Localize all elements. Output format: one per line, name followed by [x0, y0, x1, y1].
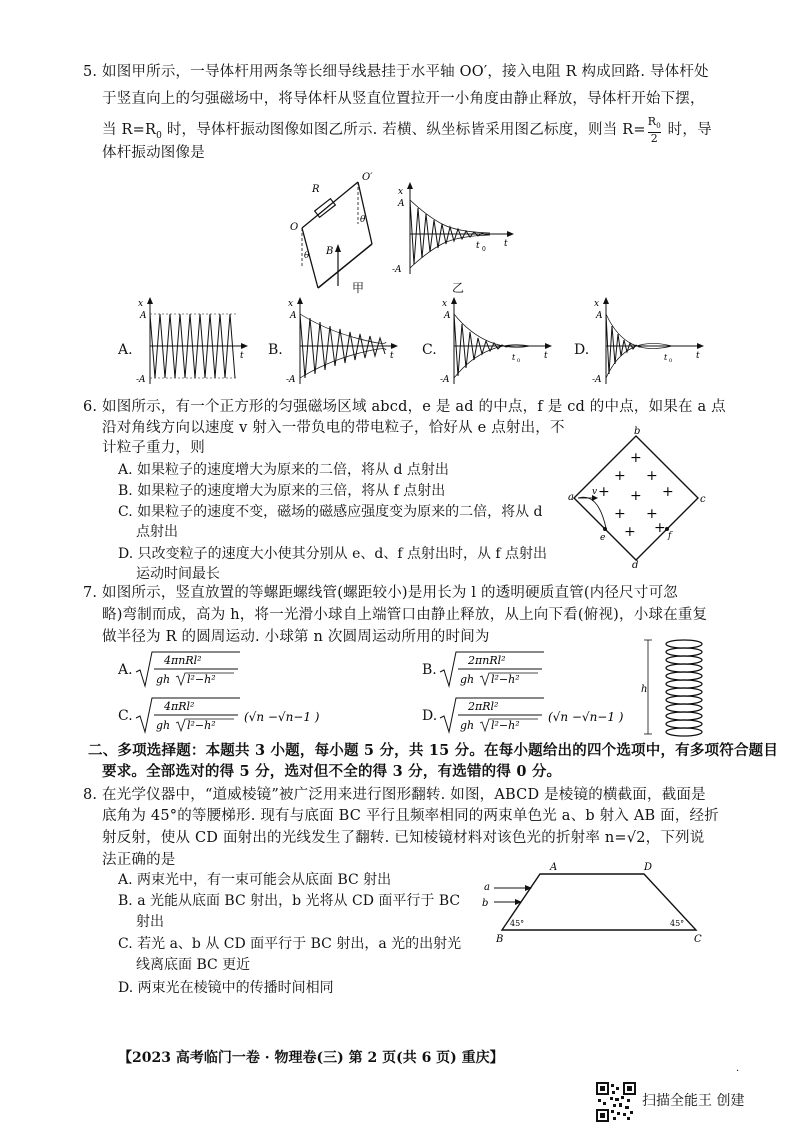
svg-text:l²−h²: l²−h² — [491, 719, 520, 732]
svg-text:A: A — [444, 311, 451, 321]
svg-text:t: t — [504, 239, 508, 249]
q7-line-1: 7. 如图所示，竖直放置的等螺距螺线管(螺距较小)是用长为 l 的透明硬质直管(内径尺寸可忽 — [83, 585, 678, 601]
q7-line-3: 做半径为 R 的圆周运动. 小球第 n 次圆周运动所用的时间为 — [102, 629, 490, 645]
svg-text:x: x — [594, 299, 600, 309]
svg-text:+: + — [630, 450, 642, 466]
q5-option-b-graph — [286, 296, 398, 388]
svg-text:gh: gh — [156, 719, 171, 732]
svg-text:+: + — [598, 484, 610, 500]
svg-text:e: e — [600, 533, 606, 543]
q5-option-a-graph — [136, 296, 248, 388]
figure-jia-pendulum — [280, 168, 392, 296]
q5-line-1: 5. 如图甲所示，一导体杆用两条等长细导线悬挂于水平轴 OO′，接入电阻 R 构成回路. 导体杆处 — [83, 64, 709, 80]
q8-option-d: D. 两束光在棱镜中的传播时间相同 — [118, 980, 334, 996]
svg-text:d: d — [632, 560, 639, 571]
q5-line-2: 于竖直向上的匀强磁场中，将导体杆从竖直位置拉开一小角度由静止释放，导体杆开始下摆， — [102, 91, 705, 107]
q8-line-3 — [102, 828, 704, 848]
q5-option-b-label: B. — [268, 342, 283, 358]
svg-text:+: + — [646, 468, 658, 484]
svg-text:+: + — [654, 520, 666, 536]
q8-dove-prism-figure — [478, 860, 704, 946]
svg-text:t: t — [390, 351, 394, 361]
page-footer: 【2023 高考临门一卷 · 物理卷(三) 第 2 页(共 6 页) 重庆】 — [118, 1050, 504, 1066]
q5-line-3: 当 $R=R_0$ 时，导体杆振动图像如图乙所示. 若横、纵坐标皆采用图乙标度，则当 R= $\frac{R_0}{2}$ 时，导 — [102, 115, 712, 146]
svg-text:t: t — [696, 351, 700, 361]
q7-option-c-formula — [134, 696, 324, 736]
svg-text:a: a — [484, 882, 490, 893]
figure-yi-graph — [392, 178, 516, 278]
svg-text:0: 0 — [482, 246, 486, 253]
svg-text:t: t — [664, 353, 668, 362]
q6-option-c-1: C. 如果粒子的速度不变，磁场的磁感应强度变为原来的二倍，将从 d — [118, 504, 543, 520]
q6-option-d-1: D. 只改变粒子的速度大小使其分别从 e、d、f 点射出时，从 f 点射出 — [118, 546, 548, 562]
svg-text:45°: 45° — [510, 919, 525, 928]
scanner-watermark: 扫描全能王 创建 — [642, 1093, 745, 1109]
label-O: O — [290, 222, 299, 233]
q5-option-d-label: D. — [574, 342, 590, 358]
svg-text:+: + — [630, 488, 642, 504]
label-theta-left: θ — [304, 251, 310, 261]
q7-helix-figure — [640, 636, 706, 738]
q7-option-b-formula — [438, 650, 548, 690]
svg-text:gh: gh — [460, 719, 475, 732]
decorative-dot: · — [736, 1066, 740, 1077]
svg-text:+: + — [624, 524, 636, 540]
svg-text:-A: -A — [136, 375, 146, 385]
q8-option-c-2: 线离底面 BC 更近 — [136, 957, 251, 973]
q5-line-3b: 时，导体杆振动图像如图乙所示. 若横、纵坐标皆采用图乙标度，则当 R= — [162, 122, 646, 139]
svg-text:0: 0 — [669, 358, 673, 364]
svg-text:B: B — [496, 934, 504, 945]
q8-line-3-sqrt: √2 — [626, 830, 646, 846]
q7-option-a-formula — [134, 650, 244, 690]
q6-line-2: 沿对角线方向以速度 v 射入一带负电的带电粒子，恰好从 e 点射出，不 — [102, 420, 565, 436]
qr-code-icon — [596, 1082, 636, 1122]
svg-text:-A: -A — [592, 375, 602, 385]
svg-text:(√n −√n−1 ): (√n −√n−1 ) — [244, 710, 320, 724]
q6-option-b: B. 如果粒子的速度增大为原来的三倍，将从 f 点射出 — [118, 483, 446, 499]
q6-option-d-2: 运动时间最长 — [136, 566, 220, 582]
svg-text:A: A — [140, 311, 147, 321]
q5-option-c-graph — [440, 296, 552, 388]
q7-option-c-label: C. — [118, 708, 133, 724]
q8-line-3c: ，下列说 — [645, 830, 705, 846]
label-theta-right: θ — [360, 215, 366, 225]
svg-text:t: t — [476, 241, 480, 251]
svg-text:(√n −√n−1 ): (√n −√n−1 ) — [548, 710, 624, 724]
svg-text:h: h — [641, 684, 648, 695]
svg-text:gh: gh — [156, 673, 171, 686]
q8-line-1: 8. 在光学仪器中，“道威棱镜”被广泛用来进行图形翻转. 如图，ABCD 是棱镜的横截面，截面是 — [83, 787, 706, 803]
svg-text:x: x — [138, 299, 144, 309]
svg-text:c: c — [700, 494, 706, 505]
svg-text:t: t — [544, 351, 548, 361]
svg-text:l²−h²: l²−h² — [187, 673, 216, 686]
q8-line-4: 法正确的是 — [102, 852, 176, 868]
svg-text:45°: 45° — [670, 919, 685, 928]
svg-text:t: t — [240, 351, 244, 361]
q6-square-magnetic-field — [570, 424, 712, 570]
svg-text:2πRl²: 2πRl² — [468, 700, 499, 713]
svg-text:x: x — [442, 299, 448, 309]
svg-text:0: 0 — [517, 358, 521, 364]
svg-text:x: x — [288, 299, 294, 309]
q5-option-d-graph — [592, 296, 704, 388]
svg-text:A: A — [550, 862, 558, 873]
svg-text:gh: gh — [460, 673, 475, 686]
q8-option-b-2: 射出 — [136, 914, 164, 930]
svg-text:t: t — [512, 353, 516, 362]
q5-option-c-label: C. — [422, 342, 437, 358]
svg-text:D: D — [644, 862, 653, 873]
svg-text:-A: -A — [286, 375, 296, 385]
svg-text:-A: -A — [392, 265, 402, 275]
svg-text:l²−h²: l²−h² — [491, 673, 520, 686]
svg-text:x: x — [398, 187, 404, 197]
q5-line-3a: 当 R=R — [102, 122, 157, 139]
svg-text:+: + — [614, 468, 626, 484]
svg-text:4πRl²: 4πRl² — [164, 700, 195, 713]
q7-line-2: 略)弯制而成，高为 h，将一光滑小球自上端管口由静止释放，从上向下看(俯视)，小球在重复 — [102, 607, 708, 623]
label-R: R — [312, 184, 320, 195]
svg-text:a: a — [568, 492, 574, 503]
svg-text:b: b — [482, 898, 489, 909]
q7-option-d-label: D. — [422, 708, 438, 724]
label-B: B — [326, 246, 334, 257]
svg-text:A: A — [290, 311, 297, 321]
svg-text:+: + — [646, 506, 658, 522]
svg-text:-A: -A — [440, 375, 450, 385]
svg-text:2πnRl²: 2πnRl² — [468, 654, 506, 667]
label-O-prime: O′ — [362, 172, 373, 183]
q7-option-a-label: A. — [118, 662, 133, 678]
section-2-heading-2: 要求。全部选对的得 5 分，选对但不全的得 3 分，有选错的得 0 分。 — [102, 763, 562, 780]
q8-line-3a: 射反射，使从 CD 面射出的光线发生了翻转. 已知棱镜材料对该色光的折射率 n= — [102, 830, 627, 846]
q6-line-1: 6. 如图所示，有一个正方形的匀强磁场区域 abcd，e 是 ad 的中点，f 是 cd 的中点，如果在 a 点 — [83, 399, 726, 415]
svg-text:A: A — [596, 311, 603, 321]
figure-yi-label: 乙 — [452, 281, 465, 295]
section-2-heading-1: 二、多项选择题：本题共 3 小题，每小题 5 分，共 15 分。在每小题给出的四个选项中，有多项符合题目 — [88, 742, 779, 759]
svg-text:+: + — [662, 484, 674, 500]
svg-text:l²−h²: l²−h² — [187, 719, 216, 732]
svg-text:4πnRl²: 4πnRl² — [164, 654, 202, 667]
svg-text:f: f — [668, 531, 672, 541]
svg-text:+: + — [614, 506, 626, 522]
q6-option-a: A. 如果粒子的速度增大为原来的二倍，将从 d 点射出 — [118, 462, 449, 478]
q6-option-c-2: 点射出 — [136, 524, 178, 540]
q7-option-b-label: B. — [422, 662, 437, 678]
q6-line-3: 计粒子重力，则 — [102, 440, 205, 456]
q8-option-a: A. 两束光中，有一束可能会从底面 BC 射出 — [118, 872, 392, 888]
svg-text:A: A — [398, 199, 405, 209]
q5-line-4: 体杆振动图像是 — [102, 145, 205, 161]
q7-option-d-formula — [438, 696, 634, 736]
svg-text:v: v — [592, 487, 598, 497]
figure-jia-label: 甲 — [352, 281, 365, 295]
svg-text:b: b — [634, 426, 641, 437]
q8-line-2: 底角为 45°的等腰梯形. 现有与底面 BC 平行且频率相同的两束单色光 a、b 射入 AB 面，经折 — [102, 808, 719, 824]
q8-option-b-1: B. a 光能从底面 BC 射出，b 光将从 CD 面平行于 BC — [118, 893, 461, 909]
svg-text:C: C — [694, 934, 702, 945]
q5-line-3c: 时，导 — [662, 122, 712, 139]
q8-option-c-1: C. 若光 a、b 从 CD 面平行于 BC 射出，a 光的出射光 — [118, 936, 462, 952]
q5-option-a-label: A. — [118, 342, 133, 358]
